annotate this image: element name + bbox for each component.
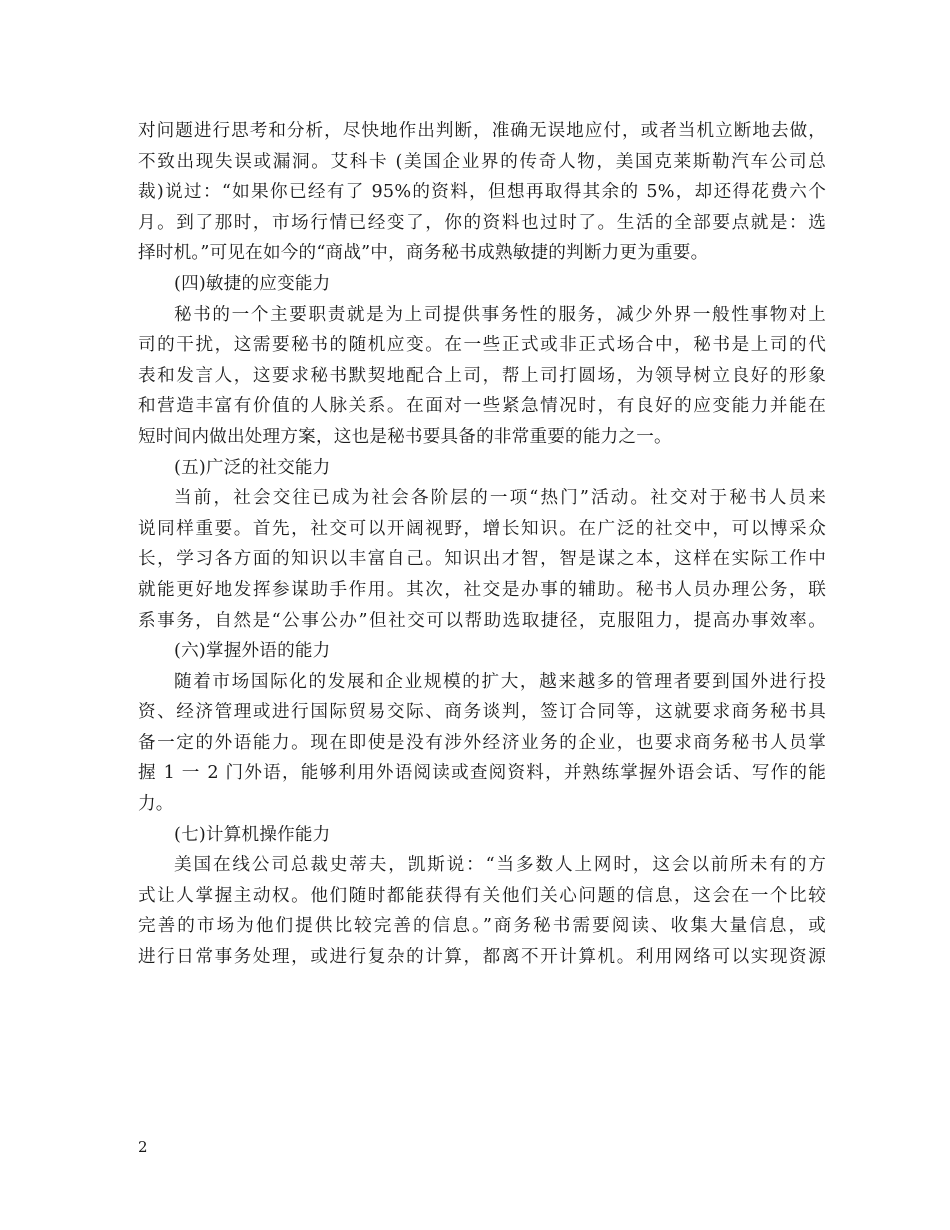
text-line: 秘书的一个主要职责就是为上司提供事务性的服务，减少外界一般性事物对上 bbox=[174, 304, 826, 325]
text-line: 随着市场国际化的发展和企业规模的扩大，越来越多的管理者要到国外进行投 bbox=[174, 671, 826, 692]
text-line: 对问题进行思考和分析，尽快地作出判断，准确无误地应付，或者当机立断地去做， bbox=[138, 121, 826, 141]
text-line: 表和发言人，这要求秘书默契地配合上司，帮上司打圆场，为领导树立良好的形象 bbox=[138, 365, 826, 386]
text-line: 长，学习各方面的知识以丰富自己。知识出才智，智是谋之本，这样在实际工作中 bbox=[138, 549, 826, 570]
text-line: 说同样重要。首先，社交可以开阔视野，增长知识。在广泛的社交中，可以博采众 bbox=[138, 518, 826, 539]
text-line: 就能更好地发挥参谋助手作用。其次，社交是办事的辅助。秘书人员办理公务，联 bbox=[138, 579, 826, 600]
text-line: 司的干扰，这需要秘书的随机应变。在一些正式或非正式场合中，秘书是上司的代 bbox=[138, 335, 826, 356]
document-body bbox=[138, 116, 826, 973]
text-line: 握 1 一 2 门外语，能够利用外语阅读或查阅资料，并熟练掌握外语会话、写作的能 bbox=[138, 763, 826, 784]
text-line: (七)计算机操作能力 bbox=[174, 824, 331, 845]
text-line: (四)敏捷的应变能力 bbox=[174, 273, 331, 294]
page-number: 2 bbox=[138, 1138, 148, 1156]
text-line: 力。 bbox=[138, 794, 174, 815]
text-line: 择时机。”可见在如今的“商战”中，商务秘书成熟敏捷的判断力更为重要。 bbox=[138, 243, 709, 264]
text-line: 完善的市场为他们提供比较完善的信息。”商务秘书需要阅读、收集大量信息，或 bbox=[138, 916, 826, 937]
text-line: 进行日常事务处理，或进行复杂的计算，都离不开计算机。利用网络可以实现资源 bbox=[138, 947, 826, 968]
text-line: 当前，社会交往已成为社会各阶层的一项“热门”活动。社交对于秘书人员来 bbox=[174, 488, 826, 509]
text-line: 系事务，自然是“公事公办”但社交可以帮助选取捷径，克服阻力，提高办事效率。 bbox=[138, 610, 826, 631]
text-line: (六)掌握外语的能力 bbox=[174, 641, 331, 662]
text-line: 和营造丰富有价值的人脉关系。在面对一些紧急情况时，有良好的应变能力并能在 bbox=[138, 396, 826, 417]
text-line: 备一定的外语能力。现在即使是没有涉外经济业务的企业，也要求商务秘书人员掌 bbox=[138, 732, 826, 753]
text-line: 不致出现失误或漏洞。艾科卡 (美国企业界的传奇人物，美国克莱斯勒汽车公司总 bbox=[138, 151, 826, 172]
text-line: 美国在线公司总裁史蒂夫，凯斯说：“当多数人上网时，这会以前所未有的方 bbox=[174, 855, 826, 876]
text-line: 资、经济管理或进行国际贸易交际、商务谈判，签订合同等，这就要求商务秘书具 bbox=[138, 702, 826, 723]
text-line: 短时间内做出处理方案，这也是秘书要具备的非常重要的能力之一。 bbox=[138, 426, 672, 447]
text-line: 月。到了那时，市场行情已经变了，你的资料也过时了。生活的全部要点就是：选 bbox=[138, 212, 826, 233]
text-line: 式让人掌握主动权。他们随时都能获得有关他们关心问题的信息，这会在一个比较 bbox=[138, 885, 826, 906]
text-line: 裁)说过：“如果你已经有了 95%的资料，但想再取得其余的 5%，却还得花费六个 bbox=[138, 182, 826, 203]
text-line: (五)广泛的社交能力 bbox=[174, 457, 331, 478]
